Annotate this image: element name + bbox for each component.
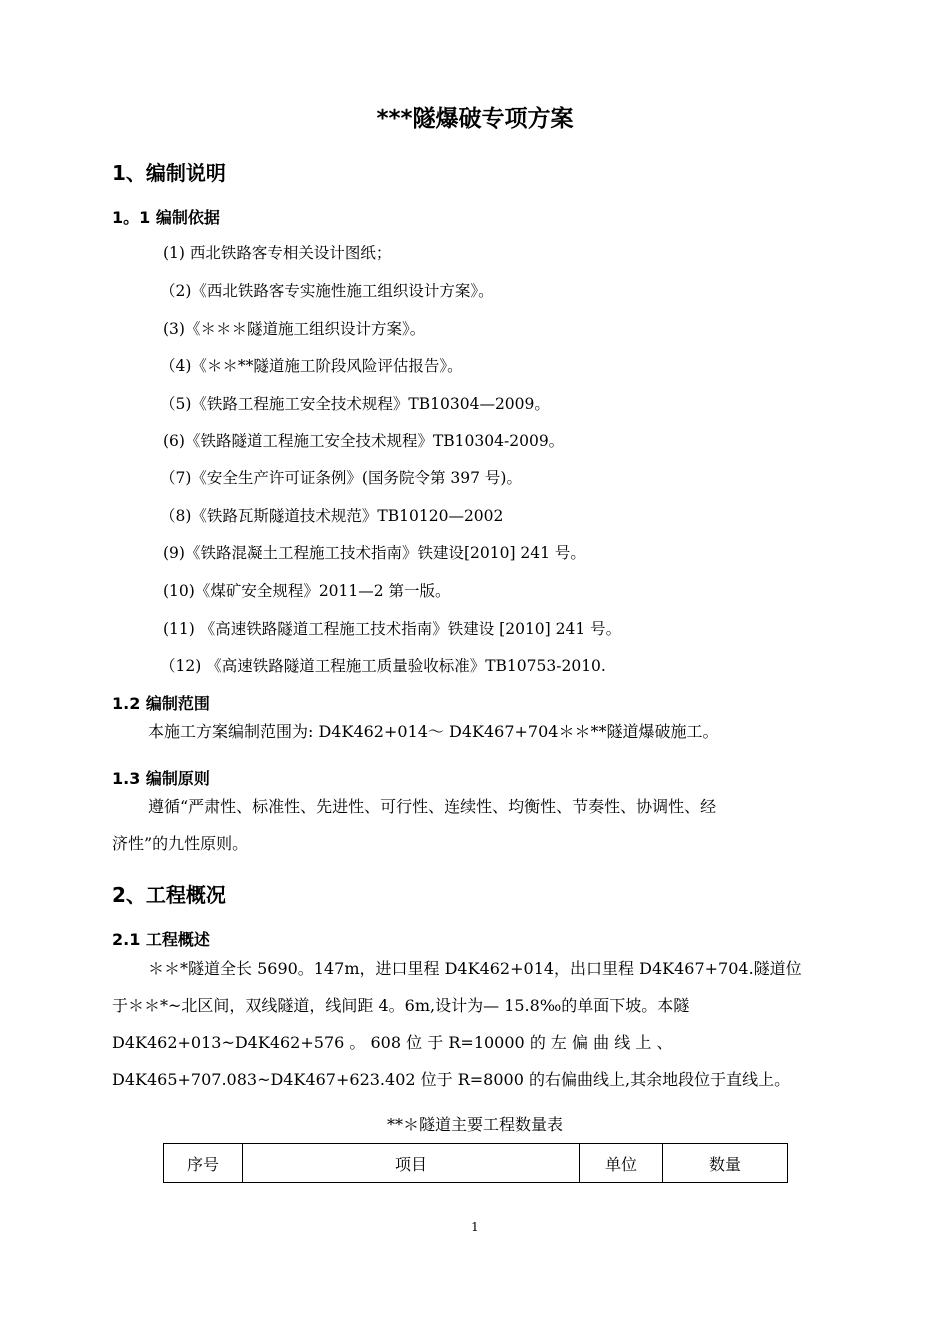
section-1-2-heading: 1.2 编制范围 xyxy=(112,694,210,713)
scope-text: 本施工方案编制范围为: D4K462+014～ D4K467+704＊＊**隧道爆破施工。 xyxy=(148,722,719,741)
text-segment: D4K462+013~D4K462+576 xyxy=(112,1033,345,1052)
table-header-cell: 数量 xyxy=(663,1144,788,1183)
text-segment: 。 xyxy=(349,1033,366,1052)
principle-line: 济性”的九性原则。 xyxy=(112,834,249,853)
section-1-3-heading: 1.3 编制原则 xyxy=(112,769,210,788)
text-segment: 、 xyxy=(656,1033,673,1052)
reference-item: (6)《铁路隧道工程施工安全技术规程》TB10304-2009。 xyxy=(163,432,565,450)
reference-item: (3)《＊＊＊隧道施工组织设计方案》。 xyxy=(163,320,426,338)
reference-item: （4)《＊＊**隧道施工阶段风险评估报告》。 xyxy=(160,357,463,375)
section-2-1-heading: 2.1 工程概述 xyxy=(112,930,210,949)
reference-item: (1) 西北铁路客专相关设计图纸； xyxy=(163,244,392,262)
overview-line-justified xyxy=(112,1024,840,1061)
overview-line: ＊＊*隧道全长 5690。147m，进口里程 D4K462+014，出口里程 D4K467+704.隧道位 xyxy=(148,959,802,978)
reference-item: （2)《西北铁路客专实施性施工组织设计方案》。 xyxy=(160,282,494,300)
reference-item: (10)《煤矿安全规程》2011—2 第一版。 xyxy=(163,582,451,600)
reference-item: (9)《铁路混凝土工程施工技术指南》铁建设[2010] 241 号。 xyxy=(163,544,586,562)
principle-paragraph xyxy=(112,788,840,862)
section-1-1-heading: 1。1 编制依据 xyxy=(112,208,220,227)
reference-item: （5)《铁路工程施工安全技术规程》TB10304—2009。 xyxy=(160,395,550,413)
text-segment: 曲 xyxy=(593,1033,610,1052)
table-header-row xyxy=(164,1144,788,1183)
reference-item: (11) 《高速铁路隧道工程施工技术指南》铁建设 [2010] 241 号。 xyxy=(163,620,622,638)
reference-item: （7)《安全生产许可证条例》(国务院令第 397 号)。 xyxy=(160,469,522,487)
text-segment: 上 xyxy=(635,1033,652,1052)
table-header-cell: 序号 xyxy=(164,1144,243,1183)
document-title: ***隧爆破专项方案 xyxy=(376,106,574,132)
text-segment: 左 xyxy=(550,1033,567,1052)
page-number: 1 xyxy=(471,1220,479,1234)
reference-item: （8)《铁路瓦斯隧道技术规范》TB10120—2002 xyxy=(160,507,504,525)
overview-paragraph xyxy=(112,950,840,1098)
section-1-heading: 1、编制说明 xyxy=(112,161,226,185)
overview-line: D4K465+707.083~D4K467+623.402 位于 R=8000 的右偏曲线上,其余地段位于直线上。 xyxy=(112,1070,791,1089)
text-segment: 的 xyxy=(529,1033,546,1052)
quantity-table xyxy=(163,1143,788,1183)
overview-line: 于＊＊*~北区间，双线隧道，线间距 4。6m,设计为— 15.8‰的单面下坡。本隧 xyxy=(112,996,690,1015)
section-2-heading: 2、工程概况 xyxy=(112,883,226,907)
scope-paragraph xyxy=(112,713,876,750)
table-caption: **＊隧道主要工程数量表 xyxy=(386,1115,563,1134)
reference-item: （12) 《高速铁路隧道工程施工质量验收标准》TB10753-2010. xyxy=(160,657,606,675)
text-segment: 偏 xyxy=(572,1033,589,1052)
principle-line: 遵循“严肃性、标准性、先进性、可行性、连续性、均衡性、节奏性、协调性、经 xyxy=(148,797,717,816)
table-header-cell: 单位 xyxy=(580,1144,663,1183)
text-segment: R=10000 xyxy=(448,1033,525,1052)
text-segment: 于 xyxy=(427,1033,444,1052)
text-segment: 位 xyxy=(406,1033,423,1052)
text-segment: 线 xyxy=(614,1033,631,1052)
table-header-cell: 项目 xyxy=(243,1144,580,1183)
text-segment: 608 xyxy=(370,1033,402,1052)
